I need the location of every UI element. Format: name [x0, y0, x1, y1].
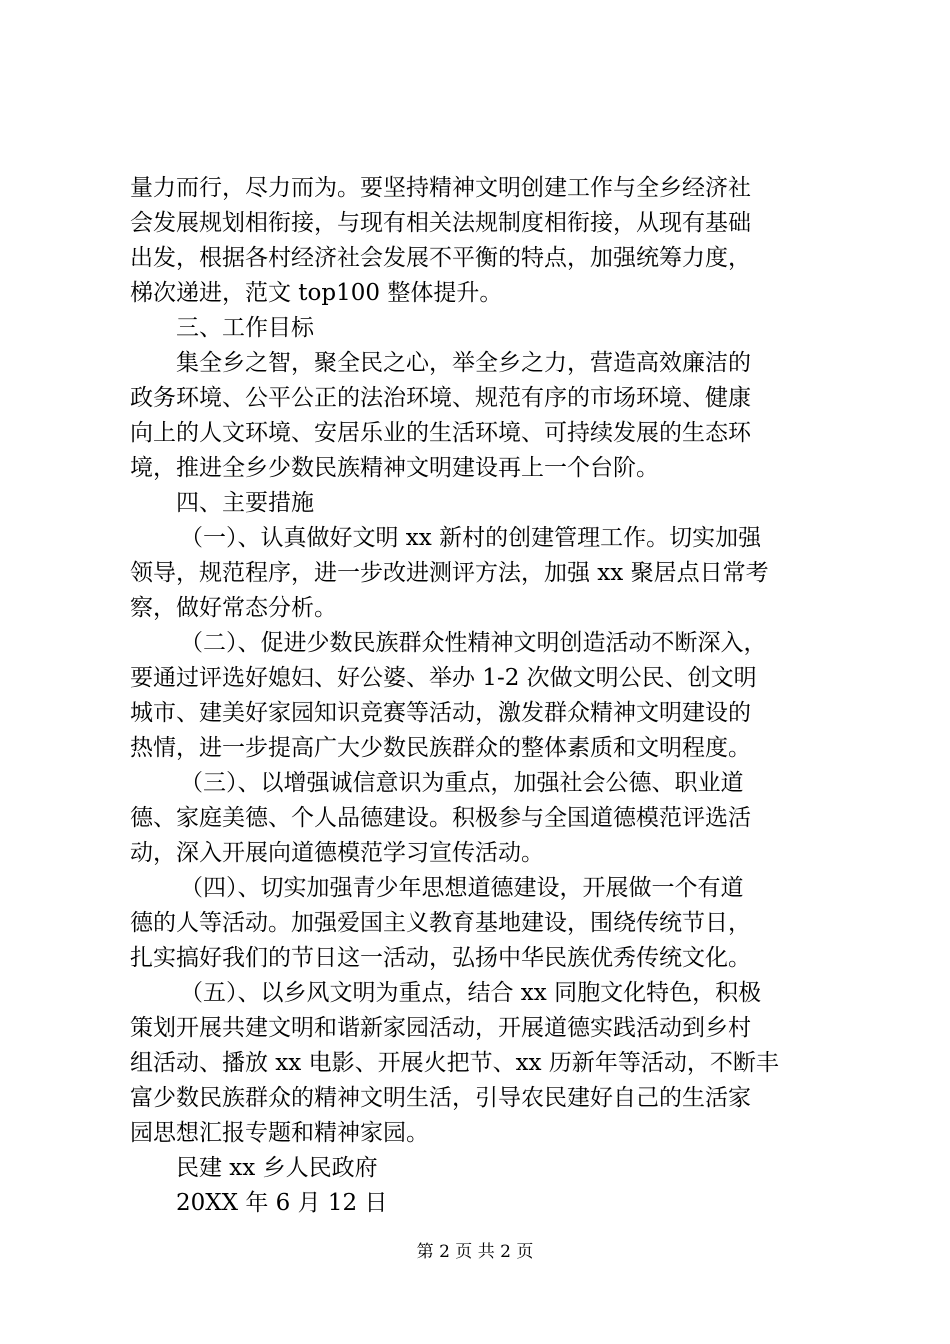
text-line: 要通过评选好媳妇、好公婆、举办 1-2 次做文明公民、创文明 [130, 665, 757, 691]
text-line: 领导，规范程序，进一步改进测评方法，加强 xx 聚居点日常考 [130, 560, 769, 586]
text-line: 四、主要措施 [176, 490, 314, 516]
text-line: 热情，进一步提高广大少数民族群众的整体素质和文明程度。 [130, 735, 751, 761]
text-line: 民建 xx 乡人民政府 [176, 1155, 378, 1181]
text-line: 组活动、播放 xx 电影、开展火把节、xx 历新年等活动，不断丰 [130, 1050, 779, 1076]
text-line: （一）、认真做好文明 xx 新村的创建管理工作。切实加强 [180, 525, 762, 551]
text-line: 策划开展共建文明和谐新家园活动，开展道德实践活动到乡村 [130, 1015, 751, 1041]
text-line: 量力而行，尽力而为。要坚持精神文明创建工作与全乡经济社 [130, 175, 751, 201]
text-line: 向上的人文环境、安居乐业的生活环境、可持续发展的生态环 [130, 420, 751, 446]
text-line: 园思想汇报专题和精神家园。 [130, 1120, 429, 1146]
text-line: 富少数民族群众的精神文明生活，引导农民建好自己的生活家 [130, 1085, 751, 1111]
text-line: 城市、建美好家园知识竞赛等活动，激发群众精神文明建设的 [130, 700, 751, 726]
text-line: 梯次递进，范文 top100 整体提升。 [130, 280, 503, 306]
text-line: （四）、切实加强青少年思想道德建设，开展做一个有道 [180, 875, 744, 901]
text-line: （三）、以增强诚信意识为重点，加强社会公德、职业道 [180, 770, 744, 796]
text-line: 出发，根据各村经济社会发展不平衡的特点，加强统筹力度， [130, 245, 751, 271]
text-line: 动，深入开展向道德模范学习宣传活动。 [130, 840, 544, 866]
text-line: 三、工作目标 [176, 315, 314, 341]
text-line: 集全乡之智，聚全民之心，举全乡之力，营造高效廉洁的 [176, 350, 751, 376]
text-line: 境，推进全乡少数民族精神文明建设再上一个台阶。 [130, 455, 659, 481]
document-body [130, 171, 830, 1221]
text-line: 政务环境、公平公正的法治环境、规范有序的市场环境、健康 [130, 385, 751, 411]
page-footer: 第 2 页 共 2 页 [416, 1242, 534, 1262]
text-line: 察，做好常态分析。 [130, 595, 337, 621]
text-line: （五）、以乡风文明为重点，结合 xx 同胞文化特色，积极 [180, 980, 762, 1006]
text-line: 会发展规划相衔接，与现有相关法规制度相衔接，从现有基础 [130, 210, 751, 236]
text-line: 20XX 年 6 月 12 日 [176, 1190, 388, 1216]
text-line: 德、家庭美德、个人品德建设。积极参与全国道德模范评选活 [130, 805, 751, 831]
text-line: 扎实搞好我们的节日这一活动，弘扬中华民族优秀传统文化。 [130, 945, 751, 971]
text-line: （二）、促进少数民族群众性精神文明创造活动不断深入， [180, 630, 767, 656]
text-line: 德的人等活动。加强爱国主义教育基地建设，围绕传统节日， [130, 910, 751, 936]
